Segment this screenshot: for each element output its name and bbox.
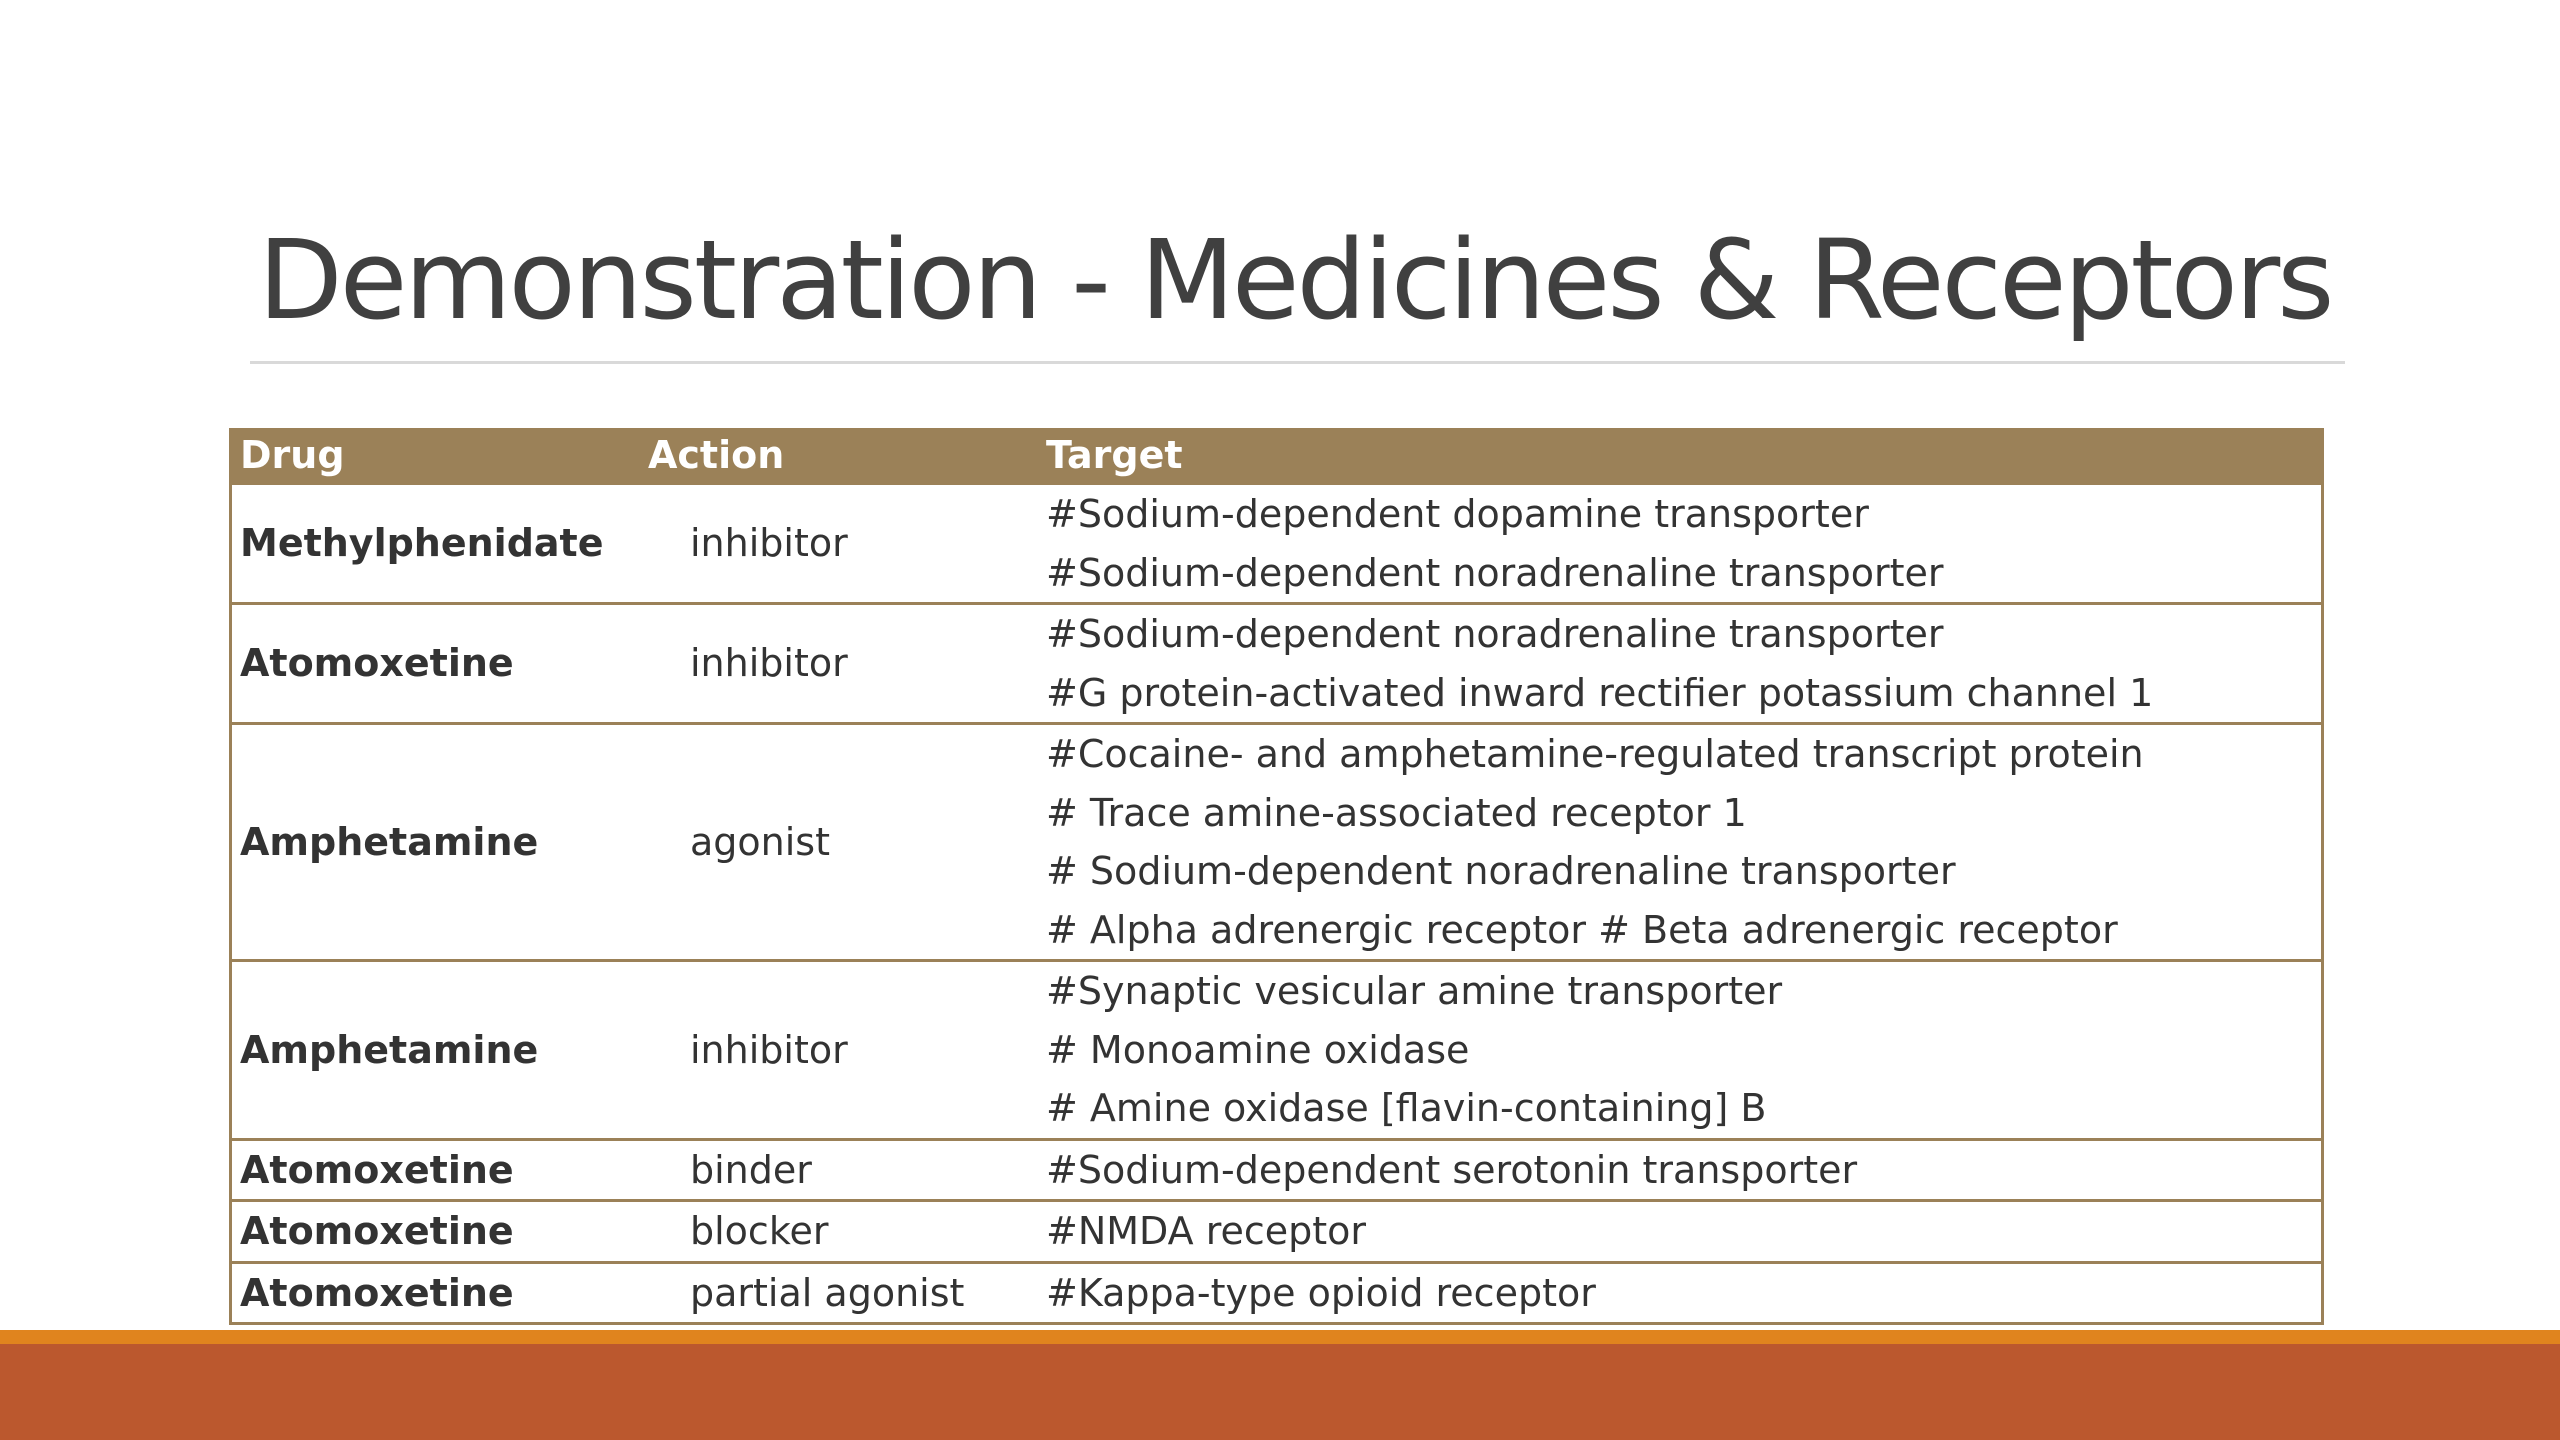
target-cell (1038, 1262, 2323, 1324)
footer-accent-stripe (0, 1330, 2560, 1344)
action-cell: inhibitor (640, 961, 1038, 1140)
table-row (231, 724, 2323, 961)
header-drug: Drug (231, 428, 641, 484)
action-cell: blocker (640, 1201, 1038, 1263)
action-cell: inhibitor (640, 604, 1038, 724)
drug-cell: Amphetamine (231, 961, 641, 1140)
target-cell (1038, 1201, 2323, 1263)
table-row (231, 1262, 2323, 1324)
drug-cell: Atomoxetine (231, 1262, 641, 1324)
target-line: # Amine oxidase [flavin-containing] B (1046, 1086, 1767, 1130)
target-line: # Trace amine-associated receptor 1 (1046, 790, 1747, 835)
drug-cell: Methylphenidate (231, 484, 641, 604)
target-line: # Alpha adrenergic receptor # Beta adrenergic receptor (1046, 907, 2118, 952)
drug-cell: Atomoxetine (231, 604, 641, 724)
slide-title: Demonstration - Medicines & Receptors (258, 216, 2332, 344)
table-row (231, 604, 2323, 724)
action-cell: binder (640, 1139, 1038, 1201)
header-target: Target (1038, 428, 2323, 484)
target-cell (1038, 1139, 2323, 1201)
table-row (231, 1139, 2323, 1201)
target-line: #Kappa-type opioid receptor (1046, 1270, 1596, 1315)
target-line: #G protein-activated inward rectifier potassium channel 1 (1046, 670, 2154, 715)
table-row (231, 484, 2323, 604)
drug-cell: Atomoxetine (231, 1201, 641, 1263)
action-cell: agonist (640, 724, 1038, 961)
target-line: #Sodium-dependent dopamine transporter (1046, 492, 1869, 536)
table-header-row (231, 428, 2323, 484)
target-line: #Sodium-dependent noradrenaline transporter (1046, 550, 1944, 595)
footer-bar (0, 1344, 2560, 1440)
action-cell: partial agonist (640, 1262, 1038, 1324)
drug-cell: Atomoxetine (231, 1139, 641, 1201)
target-line: #NMDA receptor (1046, 1209, 1367, 1253)
drug-table (229, 428, 2324, 1325)
header-action: Action (640, 428, 1038, 484)
action-cell: inhibitor (640, 484, 1038, 604)
target-cell (1038, 961, 2323, 1140)
target-line: # Sodium-dependent noradrenaline transporter (1046, 849, 1956, 893)
target-line: #Synaptic vesicular amine transporter (1046, 969, 1783, 1013)
target-line: #Sodium-dependent serotonin transporter (1046, 1147, 1858, 1192)
target-line: #Sodium-dependent noradrenaline transporter (1046, 612, 1944, 656)
target-cell (1038, 724, 2323, 961)
target-line: # Monoamine oxidase (1046, 1027, 1470, 1072)
target-cell (1038, 604, 2323, 724)
target-line: #Cocaine- and amphetamine-regulated transcript protein (1046, 732, 2144, 776)
table-row (231, 1201, 2323, 1263)
title-divider (250, 361, 2345, 364)
table-row (231, 961, 2323, 1140)
drug-cell: Amphetamine (231, 724, 641, 961)
target-cell (1038, 484, 2323, 604)
